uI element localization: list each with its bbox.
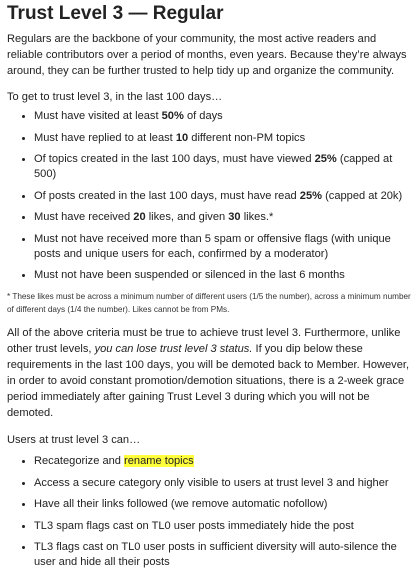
list-item: • TL3 spam flags cast on TL0 user posts immediately hide the post [34,519,411,534]
abilities-lead: Users at trust level 3 can… [7,434,141,446]
intro-paragraph: Regulars are the backbone of your community, the most active readers and reliable contributors over a period of months, even years. Because they’re always around, they can be further trusted to help tidy up and organize the community. [7,33,407,77]
list-item: • Recategorize and rename topics [34,454,411,469]
list-item: • Must have replied to at least 10 different non-PM topics [34,131,411,146]
likes-footnote: * These likes must be across a minimum number of different users (1/5 the number), across a minimum number of different days (1/4 the number). Likes cannot be from PMs. [7,292,411,314]
highlighted-text: rename topics [124,455,194,467]
list-item: • Have all their links followed (we remove automatic nofollow) [34,497,411,512]
list-item: • TL3 flags cast on TL0 user posts in sufficient diversity will auto-silence the user and hide all their posts [34,540,411,570]
list-item: • Of posts created in the last 100 days, must have read 25% (capped at 20k) [34,189,411,204]
list-item: • Access a secure category only visible to users at trust level 3 and higher [34,476,411,491]
page-title: Trust Level 3 — Regular [7,3,224,24]
requirements-lead: To get to trust level 3, in the last 100 days… [7,91,223,103]
requirements-list [7,109,411,283]
list-item: • Must have received 20 likes, and given 30 likes.* [34,210,411,225]
list-item: • Must have visited at least 50% of days [34,109,411,124]
list-item: • Must not have received more than 5 spam or offensive flags (with unique posts and unique users for each, confirmed by a moderator) [34,232,411,262]
list-item: • Of topics created in the last 100 days, must have viewed 25% (capped at 500) [34,152,411,182]
abilities-list [7,454,411,570]
list-item: • Must not have been suspended or silenced in the last 6 months [34,268,411,283]
criteria-paragraph: All of the above criteria must be true to achieve trust level 3. Furthermore, unlike other trust levels, you can lose trust level 3 status. If you dip below these requirements in the last 100 days, you will be demoted back to Member. However, in order to avoid constant promotion/demotion situations, there is a 2-week grace period immediately after gaining Trust Level 3 during which you will not be demoted. [7,327,410,419]
